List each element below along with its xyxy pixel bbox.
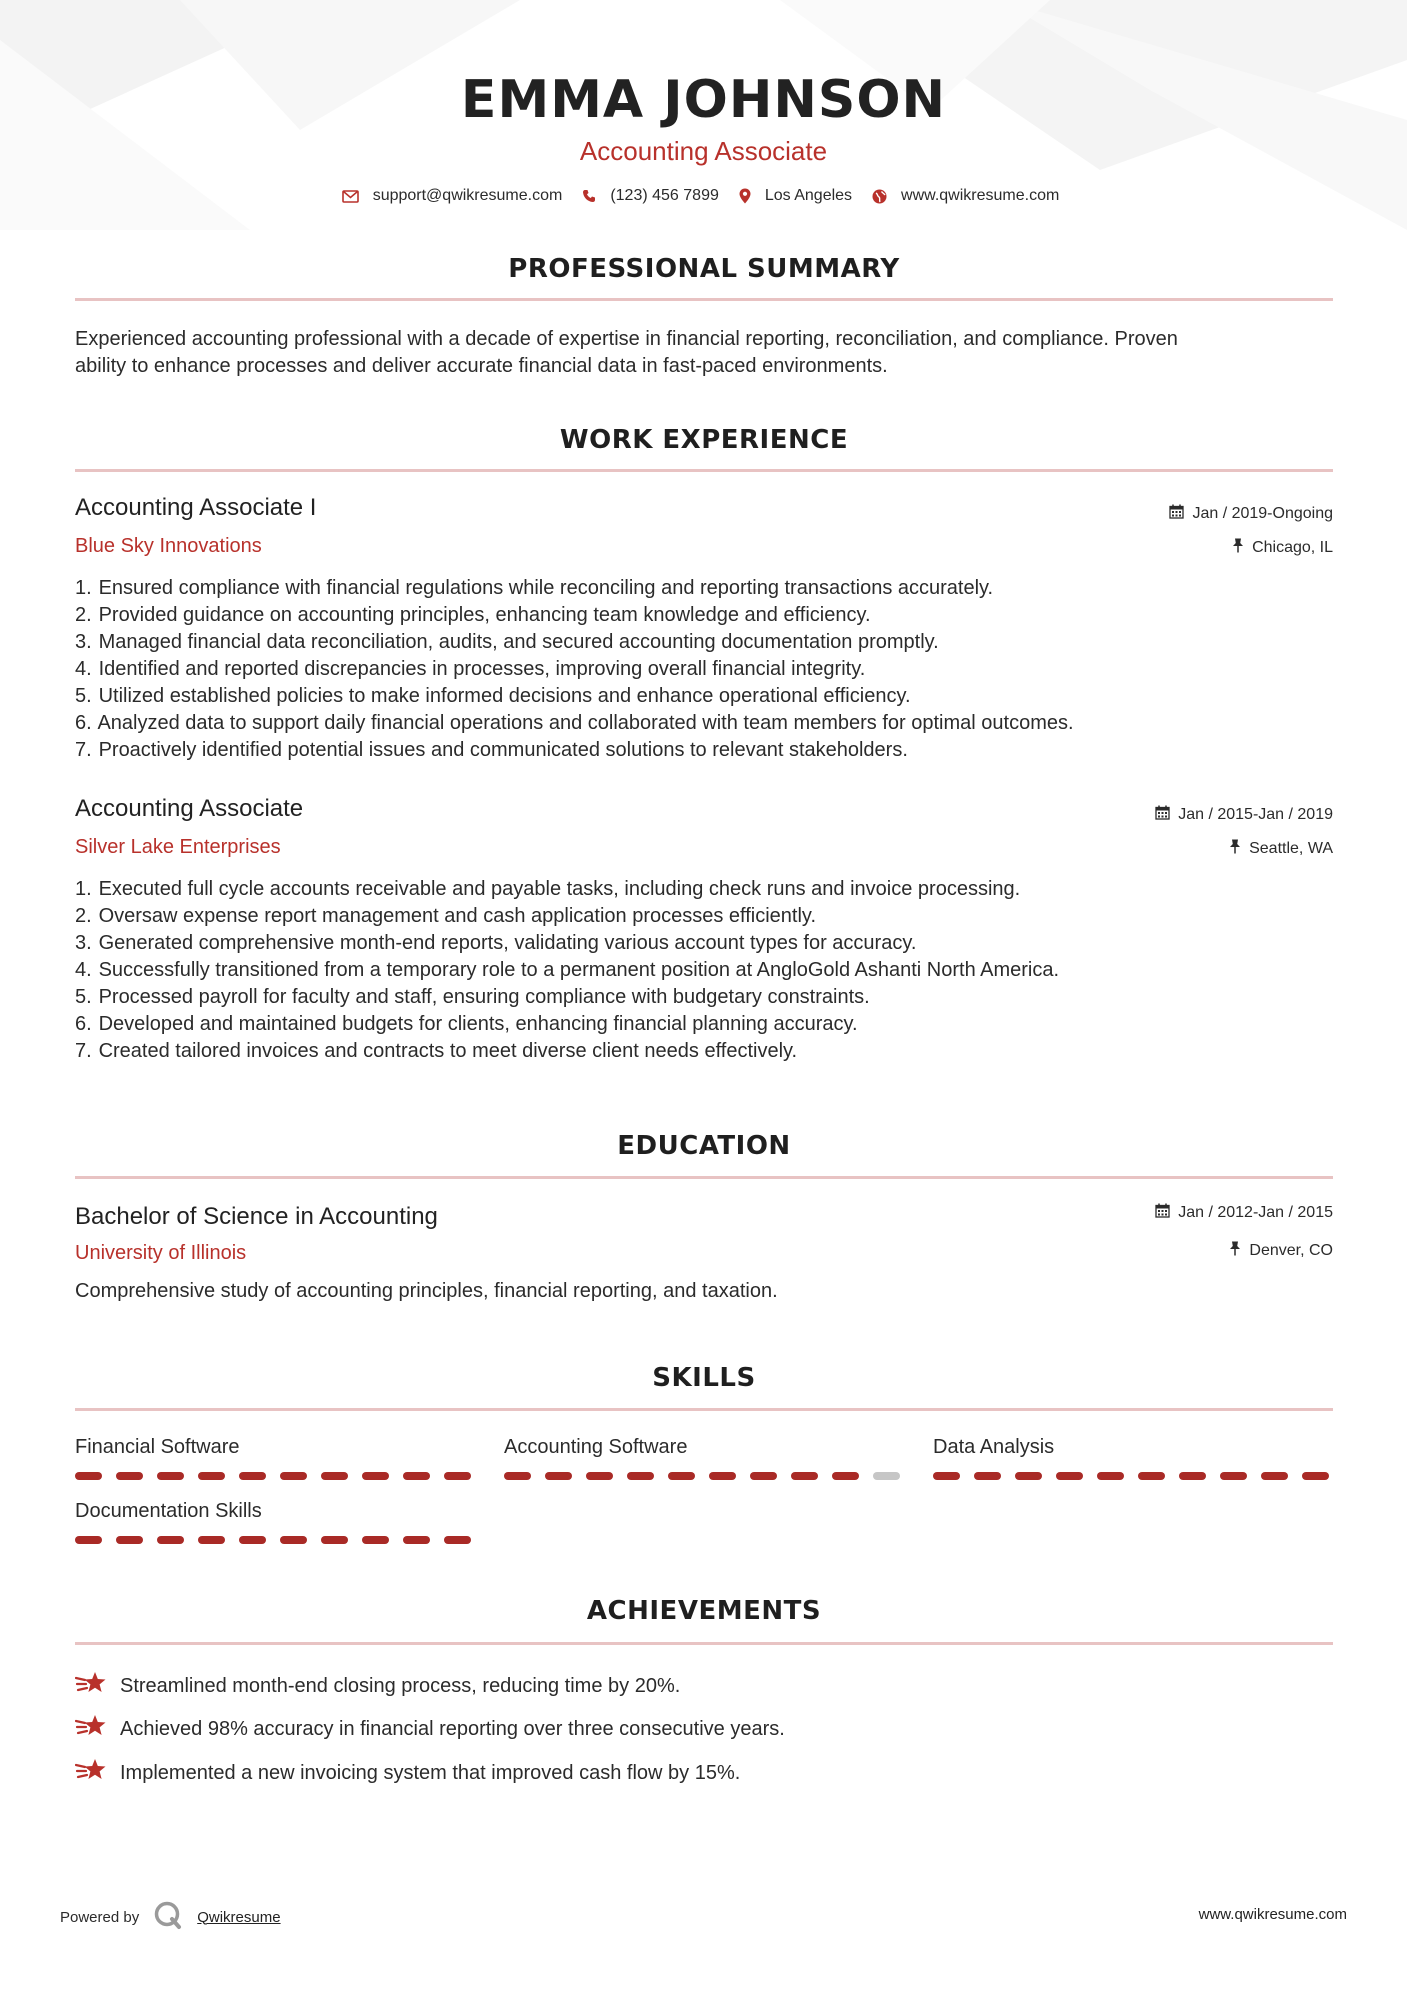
skill-segment-filled (1097, 1472, 1124, 1480)
education-location-text: Denver, CO (1249, 1242, 1333, 1259)
skill-segment-filled (933, 1472, 960, 1480)
list-item: 2. Provided guidance on accounting principles, enhancing team knowledge and efficiency. (75, 604, 871, 626)
skill-segment-filled (1179, 1472, 1206, 1480)
achievement-item (75, 1713, 785, 1745)
calendar-icon (1155, 1203, 1170, 1223)
shooting-star-icon (75, 1713, 108, 1745)
skill-name: Documentation Skills (75, 1500, 262, 1522)
shooting-star-icon (75, 1670, 108, 1702)
education-description: Comprehensive study of accounting principles, financial reporting, and taxation. (75, 1280, 778, 1302)
skill-segment-filled (198, 1536, 225, 1544)
achievement-text: Implemented a new invoicing system that improved cash flow by 15%. (120, 1761, 741, 1784)
summary-line-1: Experienced accounting professional with a decade of expertise in financial reporting, reconciliation, and compliance. Proven (75, 328, 1178, 350)
skill-segment-filled (75, 1536, 102, 1544)
list-item: 6. Developed and maintained budgets for clients, enhancing financial planning accuracy. (75, 1013, 858, 1035)
summary-line-2: ability to enhance processes and deliver accurate financial data in fast-paced environments. (75, 355, 888, 377)
calendar-icon (1169, 504, 1184, 524)
skill-segment-filled (832, 1472, 859, 1480)
skill-segment-filled (321, 1536, 348, 1544)
skill-segment-filled (75, 1472, 102, 1480)
job-location (1232, 538, 1333, 558)
company-name: Silver Lake Enterprises (75, 836, 281, 858)
achievement-text: Achieved 98% accuracy in financial reporting over three consecutive years. (120, 1717, 785, 1740)
powered-by-label: Powered by (60, 1908, 140, 1926)
skill-level-bar (75, 1472, 471, 1480)
skill-segment-filled (750, 1472, 777, 1480)
phone-text: (123) 456 7899 (610, 187, 719, 204)
education-dates-text: Jan / 2012-Jan / 2015 (1178, 1204, 1333, 1221)
candidate-role: Accounting Associate (579, 136, 828, 166)
skill-segment-filled (403, 1536, 430, 1544)
list-item: 6. Analyzed data to support daily financial operations and collaborated with team members for optimal outcomes. (75, 712, 1074, 734)
degree-title: Bachelor of Science in Accounting (75, 1203, 438, 1230)
achievement-item (75, 1757, 740, 1789)
skill-segment-filled (362, 1536, 389, 1544)
education-dates (1155, 1203, 1333, 1223)
contact-email[interactable] (342, 187, 563, 205)
summary-divider (75, 298, 1333, 301)
skill-segment-filled (444, 1536, 471, 1544)
skill-segment-filled (504, 1472, 531, 1480)
skill-segment-filled (444, 1472, 471, 1480)
skill-segment-filled (157, 1536, 184, 1544)
job-responsibilities (75, 575, 1333, 764)
pushpin-icon (1232, 538, 1244, 558)
skill-segment-filled (1220, 1472, 1247, 1480)
skill-segment-empty (873, 1472, 900, 1480)
list-item: 7. Proactively identified potential issues and communicated solutions to relevant stakeholders. (75, 739, 908, 761)
job-title: Accounting Associate (75, 795, 304, 822)
skill-name: Data Analysis (933, 1436, 1055, 1458)
contact-location (739, 187, 852, 205)
list-item: 7. Created tailored invoices and contracts to meet diverse client needs effectively. (75, 1040, 798, 1062)
contact-row (0, 187, 1407, 205)
skill-segment-filled (1015, 1472, 1042, 1480)
education-location (1229, 1241, 1333, 1261)
job-dates (1169, 504, 1333, 524)
list-item: 3. Generated comprehensive month-end reports, validating various account types for accuracy. (75, 932, 917, 954)
skill-segment-filled (1261, 1472, 1288, 1480)
job-location (1229, 839, 1333, 859)
skills-divider (75, 1408, 1333, 1411)
skill-segment-filled (403, 1472, 430, 1480)
skill-segment-filled (280, 1536, 307, 1544)
list-item: 1. Ensured compliance with financial regulations while reconciling and reporting transactions accurately. (75, 577, 994, 599)
skill-level-bar (75, 1536, 471, 1544)
skill-segment-filled (791, 1472, 818, 1480)
skill-level-bar (933, 1472, 1329, 1480)
skill-segment-filled (239, 1536, 266, 1544)
shooting-star-icon (75, 1757, 108, 1789)
skill-segment-filled (1138, 1472, 1165, 1480)
skill-segment-filled (709, 1472, 736, 1480)
skill-segment-filled (627, 1472, 654, 1480)
skill-name: Financial Software (75, 1436, 240, 1458)
skill-segment-filled (1056, 1472, 1083, 1480)
footer-website-link[interactable]: www.qwikresume.com (1198, 1906, 1347, 1923)
calendar-icon (1155, 805, 1170, 825)
skill-segment-filled (198, 1472, 225, 1480)
achievement-text: Streamlined month-end closing process, reducing time by 20%. (120, 1674, 681, 1697)
skill-segment-filled (280, 1472, 307, 1480)
job-dates (1155, 805, 1333, 825)
map-pin-icon (739, 188, 751, 204)
skill-segment-filled (1302, 1472, 1329, 1480)
skill-segment-filled (362, 1472, 389, 1480)
pushpin-icon (1229, 1241, 1241, 1261)
achievements-heading: ACHIEVEMENTS (586, 1596, 822, 1626)
skill-segment-filled (668, 1472, 695, 1480)
education-heading: EDUCATION (617, 1131, 791, 1161)
achievement-item (75, 1670, 680, 1702)
list-item: 4. Successfully transitioned from a temporary role to a permanent position at AngloGold Ashanti North America. (75, 959, 1060, 981)
job-responsibilities (75, 876, 1333, 1065)
qwikresume-link[interactable]: Qwikresume (197, 1908, 281, 1926)
candidate-name: EMMA JOHNSON (460, 70, 947, 130)
skill-level-bar (504, 1472, 900, 1480)
contact-phone[interactable] (582, 187, 719, 205)
skill-segment-filled (116, 1472, 143, 1480)
skill-name: Accounting Software (504, 1436, 688, 1458)
globe-icon (872, 189, 887, 204)
qwikresume-logo-icon (153, 1900, 183, 1934)
skill-segment-filled (239, 1472, 266, 1480)
skill-segment-filled (586, 1472, 613, 1480)
job-title: Accounting Associate I (75, 494, 317, 521)
school-name: University of Illinois (75, 1242, 247, 1264)
contact-website[interactable] (872, 187, 1059, 205)
list-item: 2. Oversaw expense report management and cash application processes efficiently. (75, 905, 816, 927)
company-name: Blue Sky Innovations (75, 535, 262, 557)
list-item: 3. Managed financial data reconciliation, audits, and secured accounting documentation promptly. (75, 631, 939, 653)
resume-header (0, 70, 1407, 205)
skill-segment-filled (116, 1536, 143, 1544)
experience-heading: WORK EXPERIENCE (559, 425, 849, 455)
job-dates-text: Jan / 2019-Ongoing (1192, 505, 1333, 522)
phone-icon (582, 189, 596, 203)
job-location-text: Chicago, IL (1252, 539, 1333, 556)
pushpin-icon (1229, 839, 1241, 859)
location-text: Los Angeles (764, 187, 853, 204)
job-location-text: Seattle, WA (1249, 840, 1333, 857)
summary-heading: PROFESSIONAL SUMMARY (508, 254, 900, 284)
skill-segment-filled (974, 1472, 1001, 1480)
achievements-divider (75, 1642, 1333, 1645)
list-item: 1. Executed full cycle accounts receivable and payable tasks, including check runs and invoice processing. (75, 878, 1021, 900)
footer-powered-by (60, 1900, 281, 1934)
list-item: 5. Utilized established policies to make informed decisions and enhance operational efficiency. (75, 685, 911, 707)
job-dates-text: Jan / 2015-Jan / 2019 (1178, 806, 1333, 823)
skills-heading: SKILLS (652, 1363, 756, 1393)
list-item: 5. Processed payroll for faculty and staff, ensuring compliance with budgetary constraints. (75, 986, 870, 1008)
website-text: www.qwikresume.com (901, 187, 1060, 204)
list-item: 4. Identified and reported discrepancies in processes, improving overall financial integrity. (75, 658, 866, 680)
email-text: support@qwikresume.com (372, 187, 563, 204)
education-divider (75, 1176, 1333, 1179)
experience-divider (75, 469, 1333, 472)
envelope-icon (342, 190, 359, 203)
skill-segment-filled (157, 1472, 184, 1480)
skill-segment-filled (321, 1472, 348, 1480)
skill-segment-filled (545, 1472, 572, 1480)
